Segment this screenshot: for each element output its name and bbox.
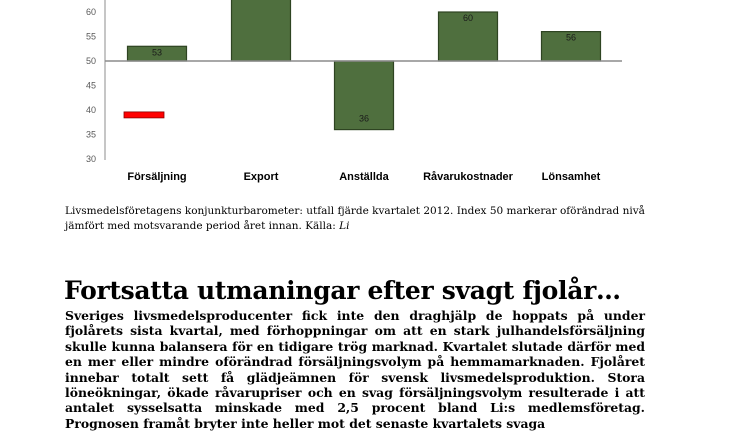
data-label: 60 <box>462 13 474 23</box>
category-label: Lönsamhet <box>541 171 601 183</box>
article-headline: Fortsatta utmaningar efter svagt fjolår… <box>64 276 621 305</box>
category-label: Försäljning <box>127 171 187 183</box>
category-label: Råvarukostnader <box>423 171 513 183</box>
category-label: Anställda <box>339 171 389 183</box>
y-tick-label: 30 <box>85 154 96 164</box>
caption-text: Livsmedelsföretagens konjunkturbarometer: utfall fjärde kvartalet 2012. Index 50 markerar oförändrad nivå jämfört med motsvarande period året innan. Källa: <box>65 205 645 232</box>
y-tick-label: 60 <box>85 7 96 17</box>
data-label: 36 <box>358 113 370 124</box>
y-tick-label: 35 <box>85 129 96 140</box>
category-label: Export <box>243 171 279 183</box>
y-tick-label: 40 <box>85 105 96 115</box>
y-tick-label: 55 <box>85 31 96 42</box>
data-label: 53 <box>151 47 163 58</box>
y-tick-label: 45 <box>85 80 96 91</box>
bar-1 <box>232 0 291 61</box>
caption-source: Li <box>339 219 350 232</box>
bar-chart <box>0 0 746 200</box>
article-body: Sveriges livsmedelsproducenter fick inte den draghjälp de hoppats på under fjolårets sista kvartal, med förhoppningar om att en stark julhandelsförsäljning skulle kunna balansera för en tidigare trög marknad. Kvartalet slutade därför med en mer eller mindre oförändrad försäljningsvolym på hemmamarknaden. Fjolåret innebar totalt sett få glädjeämnen för svensk livsmedelsproduktion. Stora löneökningar, ökade råvarupriser och en svag försäljningsvolym resulterade i att antalet sysselsatta minskade med 2,5 procent bland Li:s medlemsföretag. Prognosen framåt bryter inte heller mot det senaste kvartalets svaga <box>65 308 645 431</box>
y-tick-label: 50 <box>85 56 96 66</box>
data-label: 56 <box>565 32 577 43</box>
marker-forsaljning <box>124 112 164 118</box>
figure-caption <box>65 204 655 233</box>
